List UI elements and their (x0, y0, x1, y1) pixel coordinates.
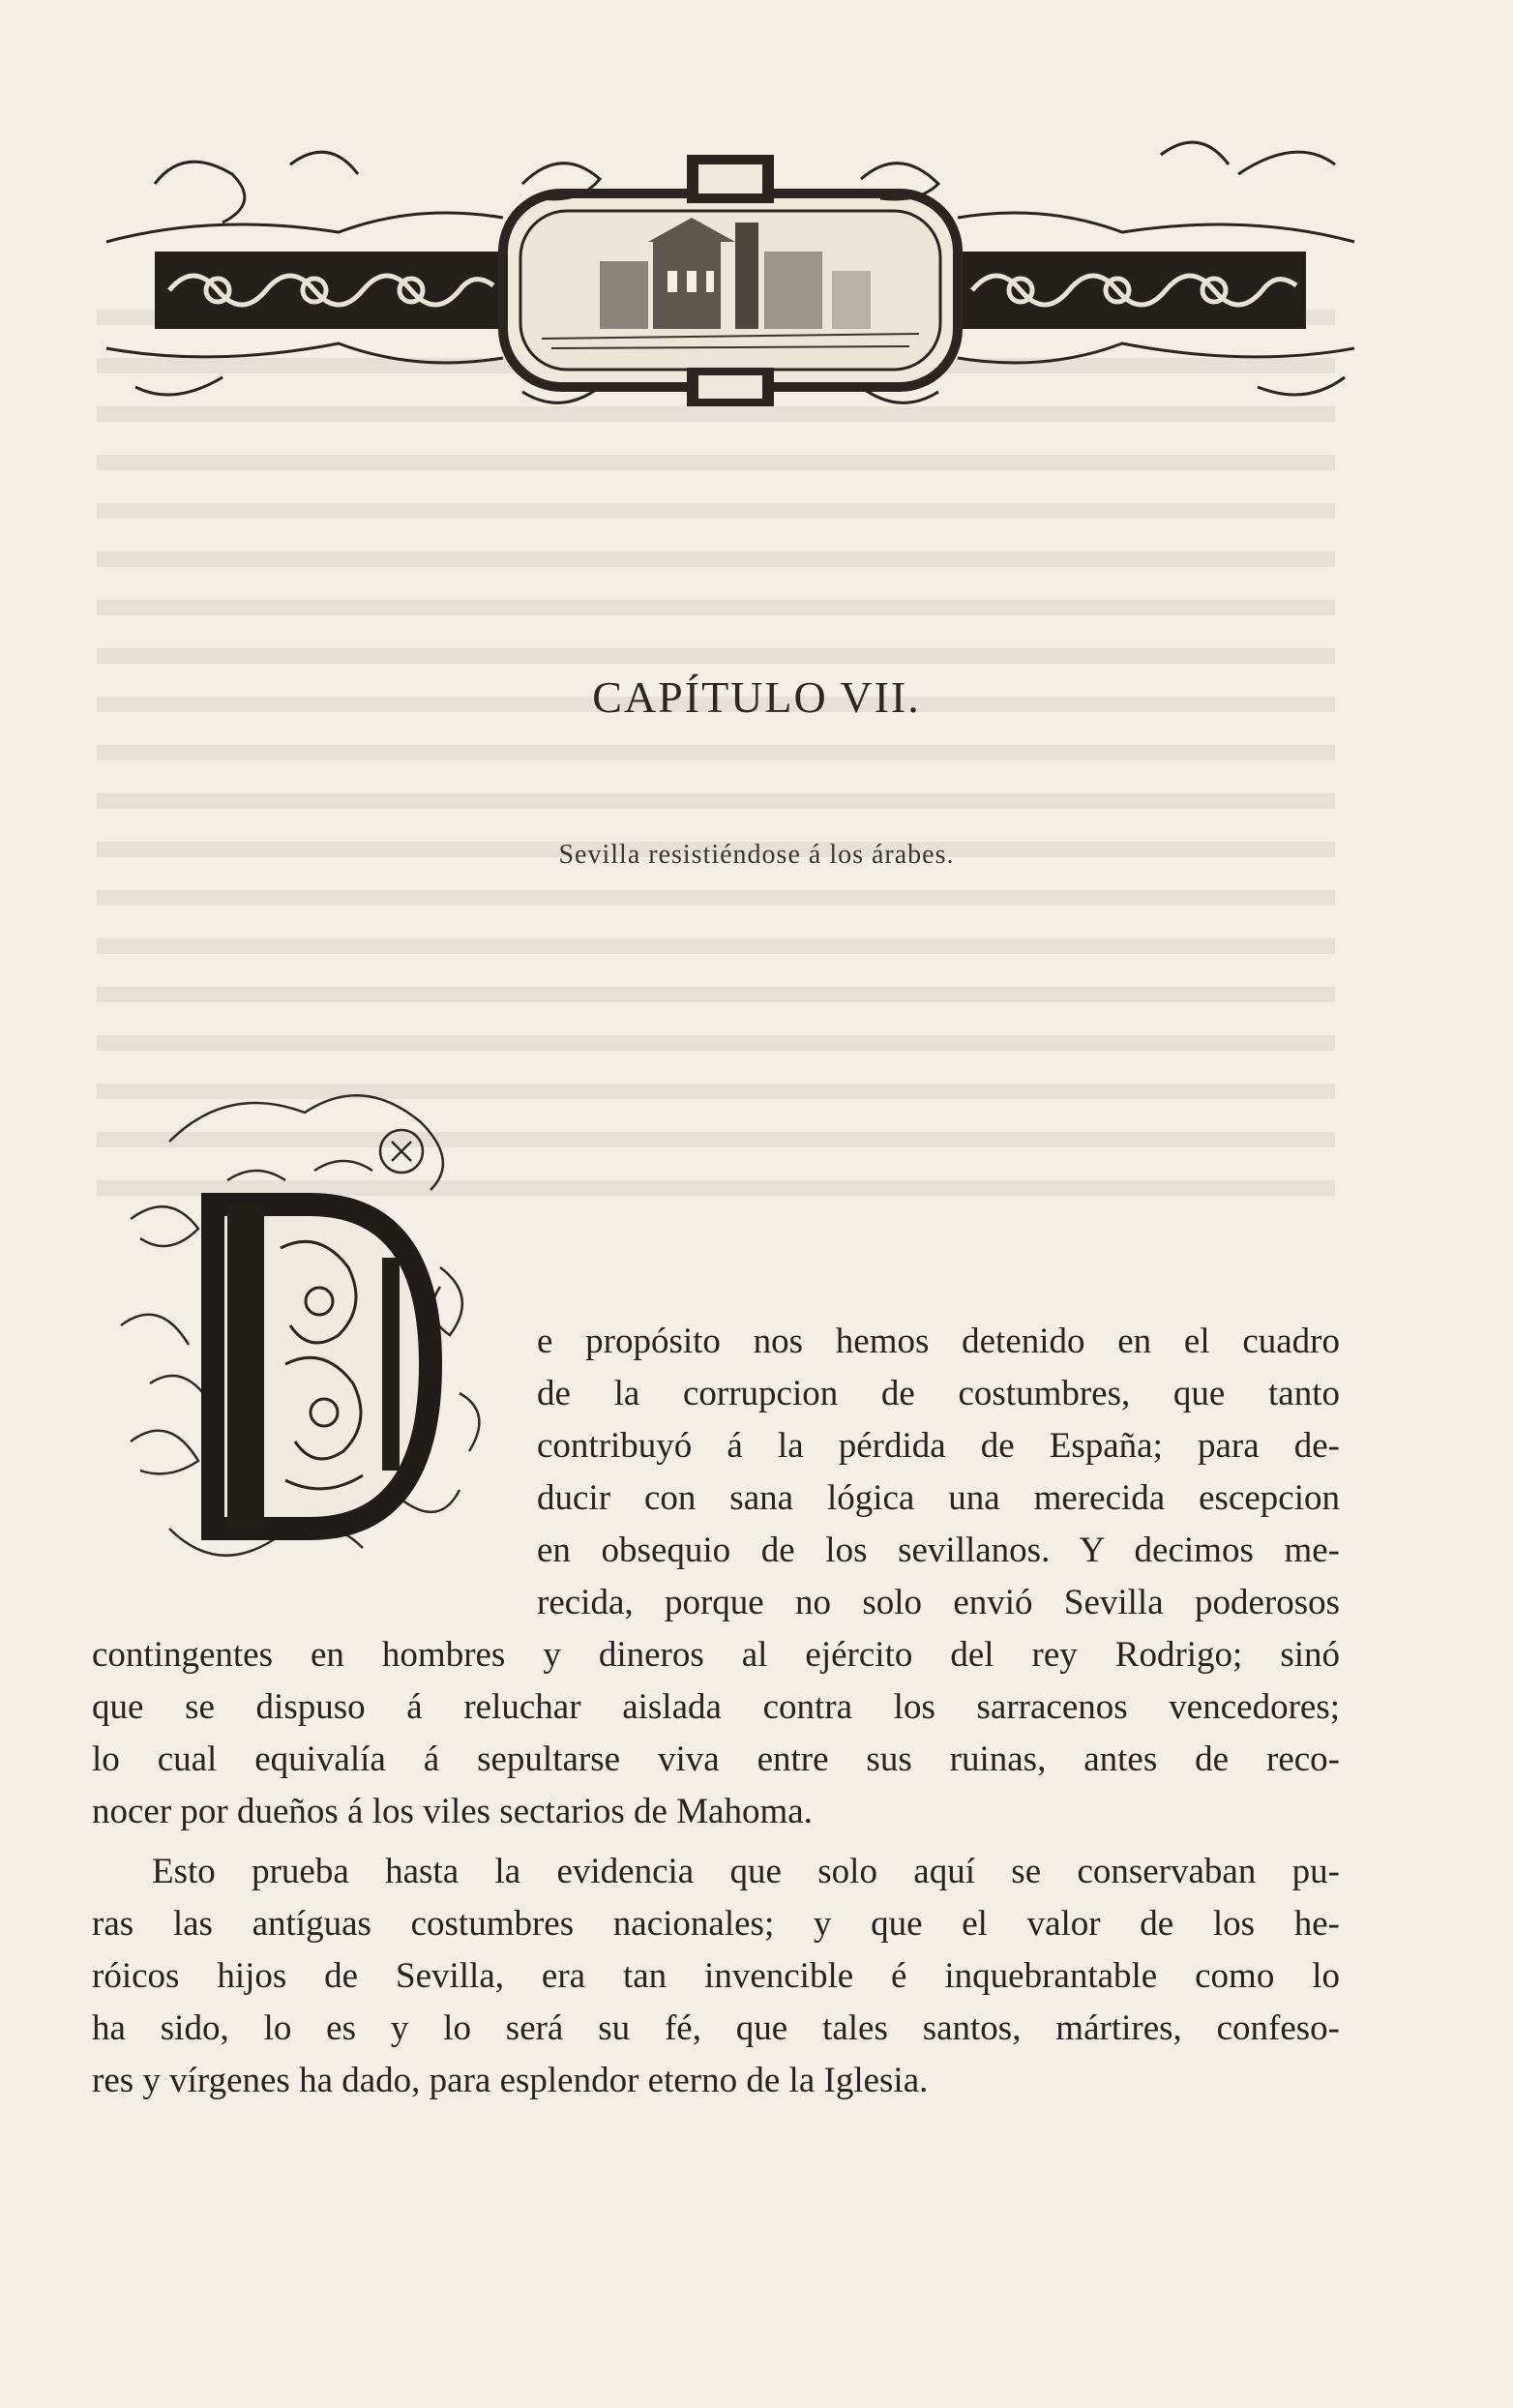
text-line: Esto prueba hasta la evidencia que solo aquí se conservaban pu- (152, 1852, 1340, 1891)
text-line: que se dispuso á reluchar aislada contra los sarracenos vencedores; (92, 1687, 1340, 1727)
text-line: res y vírgenes ha dado, para esplendor eterno de la Iglesia. (92, 2061, 929, 2100)
text-line: en obsequio de los sevillanos. Y decimos me- (537, 1531, 1340, 1570)
ornamental-headpiece (97, 126, 1364, 406)
chapter-title: CAPÍTULO VII. (592, 672, 921, 722)
text-line: ducir con sana lógica una merecida escepcion (537, 1478, 1340, 1518)
text-line: contribuyó á la pérdida de España; para de- (537, 1426, 1340, 1466)
text-line: lo cual equivalía á sepultarse viva entre sus ruinas, antes de reco- (92, 1739, 1340, 1779)
text-line: contingentes en hombres y dineros al ejército del rey Rodrigo; sinó (92, 1635, 1340, 1675)
text-line: de la corrupcion de costumbres, que tanto (537, 1374, 1340, 1413)
text-line: ha sido, lo es y lo será su fé, que tales santos, mártires, confeso- (92, 2008, 1340, 2048)
decorated-initial-d (111, 1074, 537, 1616)
text-line: nocer por dueños á los viles sectarios de Mahoma. (92, 1792, 813, 1831)
text-line: recida, porque no solo envió Sevilla poderosos (537, 1583, 1340, 1622)
text-line: róicos hijos de Sevilla, era tan invencible é inquebrantable como lo (92, 1956, 1340, 1996)
chapter-subtitle: Sevilla resistiéndose á los árabes. (558, 840, 955, 870)
text-line: e propósito nos hemos detenido en el cuadro (537, 1322, 1340, 1361)
text-line: ras las antíguas costumbres nacionales; y que el valor de los he- (92, 1904, 1340, 1944)
